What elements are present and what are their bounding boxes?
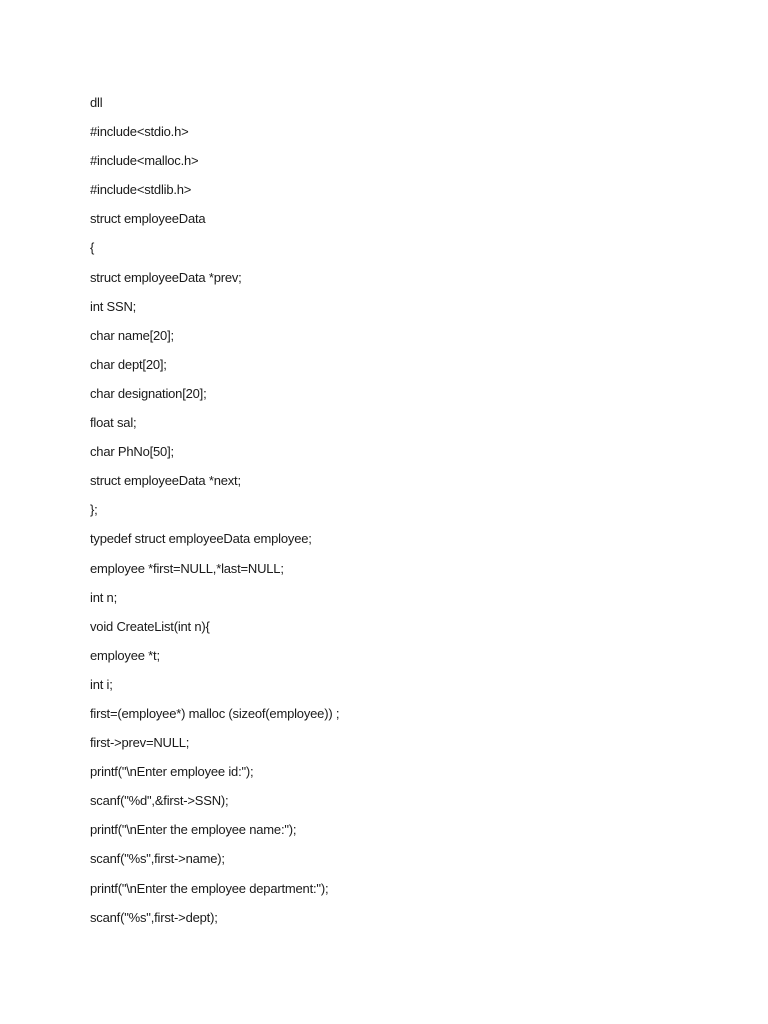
code-line: char PhNo[50]; [90,444,174,460]
code-line: struct employeeData *next; [90,473,241,489]
code-line: char dept[20]; [90,356,167,372]
code-line: struct employeeData *prev; [90,269,242,285]
code-line: typedef struct employeeData employee; [90,531,312,547]
code-line: first->prev=NULL; [90,735,190,751]
code-line: scanf("%s",first->dept); [90,909,218,925]
code-line: scanf("%s",first->name); [90,851,225,867]
code-line: #include<malloc.h> [90,153,199,169]
code-line: employee *t; [90,647,160,663]
code-line: int n; [90,589,117,605]
code-line: struct employeeData [90,211,206,227]
code-line: scanf("%d",&first->SSN); [90,793,229,809]
code-line: #include<stdio.h> [90,124,189,140]
code-line: int i; [90,676,113,692]
code-line: first=(employee*) malloc (sizeof(employee)) ; [90,705,340,721]
code-line: }; [90,502,98,518]
code-line: #include<stdlib.h> [90,182,192,198]
code-line: void CreateList(int n){ [90,618,210,634]
code-line: int SSN; [90,298,137,314]
code-line: printf("\nEnter employee id:"); [90,764,254,780]
code-line: float sal; [90,415,137,431]
code-line: employee *first=NULL,*last=NULL; [90,560,284,576]
code-line: char name[20]; [90,327,174,343]
code-line: char designation[20]; [90,385,207,401]
code-line: dll [90,95,103,110]
code-line: printf("\nEnter the employee department:"); [90,880,329,896]
code-line: { [90,240,95,256]
code-line: printf("\nEnter the employee name:"); [90,822,297,838]
code-text-block [90,88,339,932]
